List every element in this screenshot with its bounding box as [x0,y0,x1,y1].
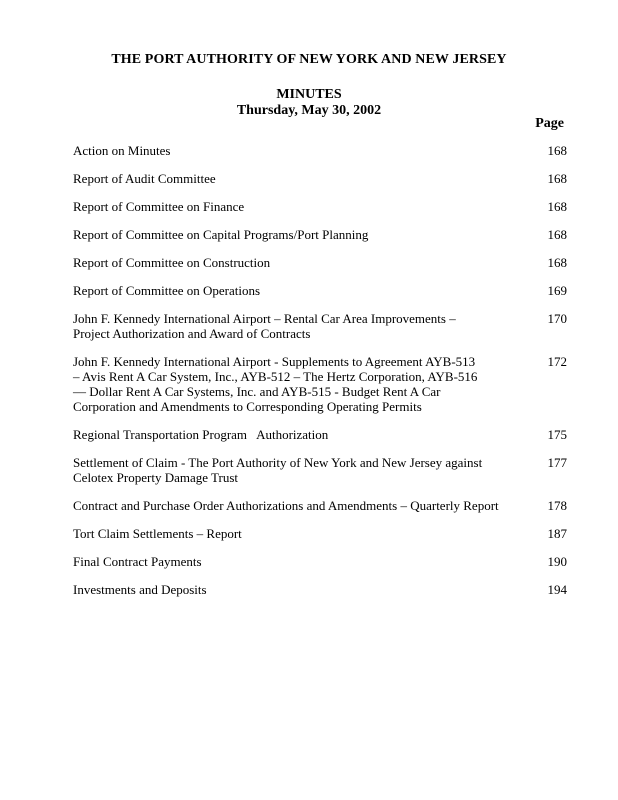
toc-item-investments-deposits [73,582,567,597]
toc-item-page: 168 [547,171,567,186]
toc-item-page: 187 [547,526,567,541]
toc-item-page: 168 [547,199,567,214]
table-of-contents [73,143,567,610]
meeting-date: Thursday, May 30, 2002 [236,103,382,118]
toc-item-page: 177 [547,455,567,470]
toc-item-finance-committee [73,199,567,214]
toc-item-page: 175 [547,427,567,442]
toc-item-operations [73,283,567,298]
toc-item-text: Report of Committee on Finance [73,199,245,214]
toc-item-tort-claim-settlements [73,526,567,541]
toc-item-text: Report of Committee on Capital Programs/Port Planning [73,227,369,242]
toc-item-capital-programs [73,227,567,242]
toc-item-final-contract-payments [73,554,567,569]
toc-item-action-on-minutes [73,143,567,158]
minutes-title: MINUTES [276,87,342,102]
toc-item-regional-transportation [73,427,567,442]
toc-item-text: Investments and Deposits [73,582,207,597]
toc-item-contract-authorizations [73,498,567,513]
organization-title: THE PORT AUTHORITY OF NEW YORK AND NEW JERSEY [111,52,507,67]
toc-item-page: 172 [547,354,567,369]
toc-item-page: 170 [547,311,567,326]
toc-item-text: John F. Kennedy International Airport - Supplements to Agreement AYB-513 – Avis Rent A Car System, Inc., AYB-512 – The Hertz Corporation, AYB-516 — Dollar Rent A Car Systems, Inc. and AYB-515 - Budget Rent A Car Corporation and Amendments to Corresponding Operating Permits [73,354,478,414]
toc-item-text: Action on Minutes [73,143,171,158]
toc-item-page: 168 [547,143,567,158]
toc-item-page: 190 [547,554,567,569]
toc-item-text: Report of Committee on Operations [73,283,261,298]
toc-item-text: Contract and Purchase Order Authorizations and Amendments – Quarterly Report [73,498,499,513]
toc-item-jfk-rental-car-improvements [73,311,567,341]
toc-item-text: John F. Kennedy International Airport – Rental Car Area Improvements – Project Authorization and Award of Contracts [73,311,456,341]
toc-item-audit-committee [73,171,567,186]
toc-item-text: Settlement of Claim - The Port Authority of New York and New Jersey against Celotex Property Damage Trust [73,455,483,485]
document-title-block [0,87,618,119]
page-column-header: Page [535,116,564,131]
toc-item-jfk-supplements [73,354,567,414]
toc-item-text: Regional Transportation Program Authorization [73,427,329,442]
toc-item-construction [73,255,567,270]
toc-item-page: 169 [547,283,567,298]
toc-item-text: Final Contract Payments [73,554,202,569]
toc-item-page: 168 [547,255,567,270]
toc-item-page: 194 [547,582,567,597]
toc-item-text: Report of Committee on Construction [73,255,271,270]
toc-item-settlement-of-claim [73,455,567,485]
toc-item-text: Report of Audit Committee [73,171,216,186]
toc-item-page: 178 [547,498,567,513]
toc-item-page: 168 [547,227,567,242]
toc-item-text: Tort Claim Settlements – Report [73,526,242,541]
